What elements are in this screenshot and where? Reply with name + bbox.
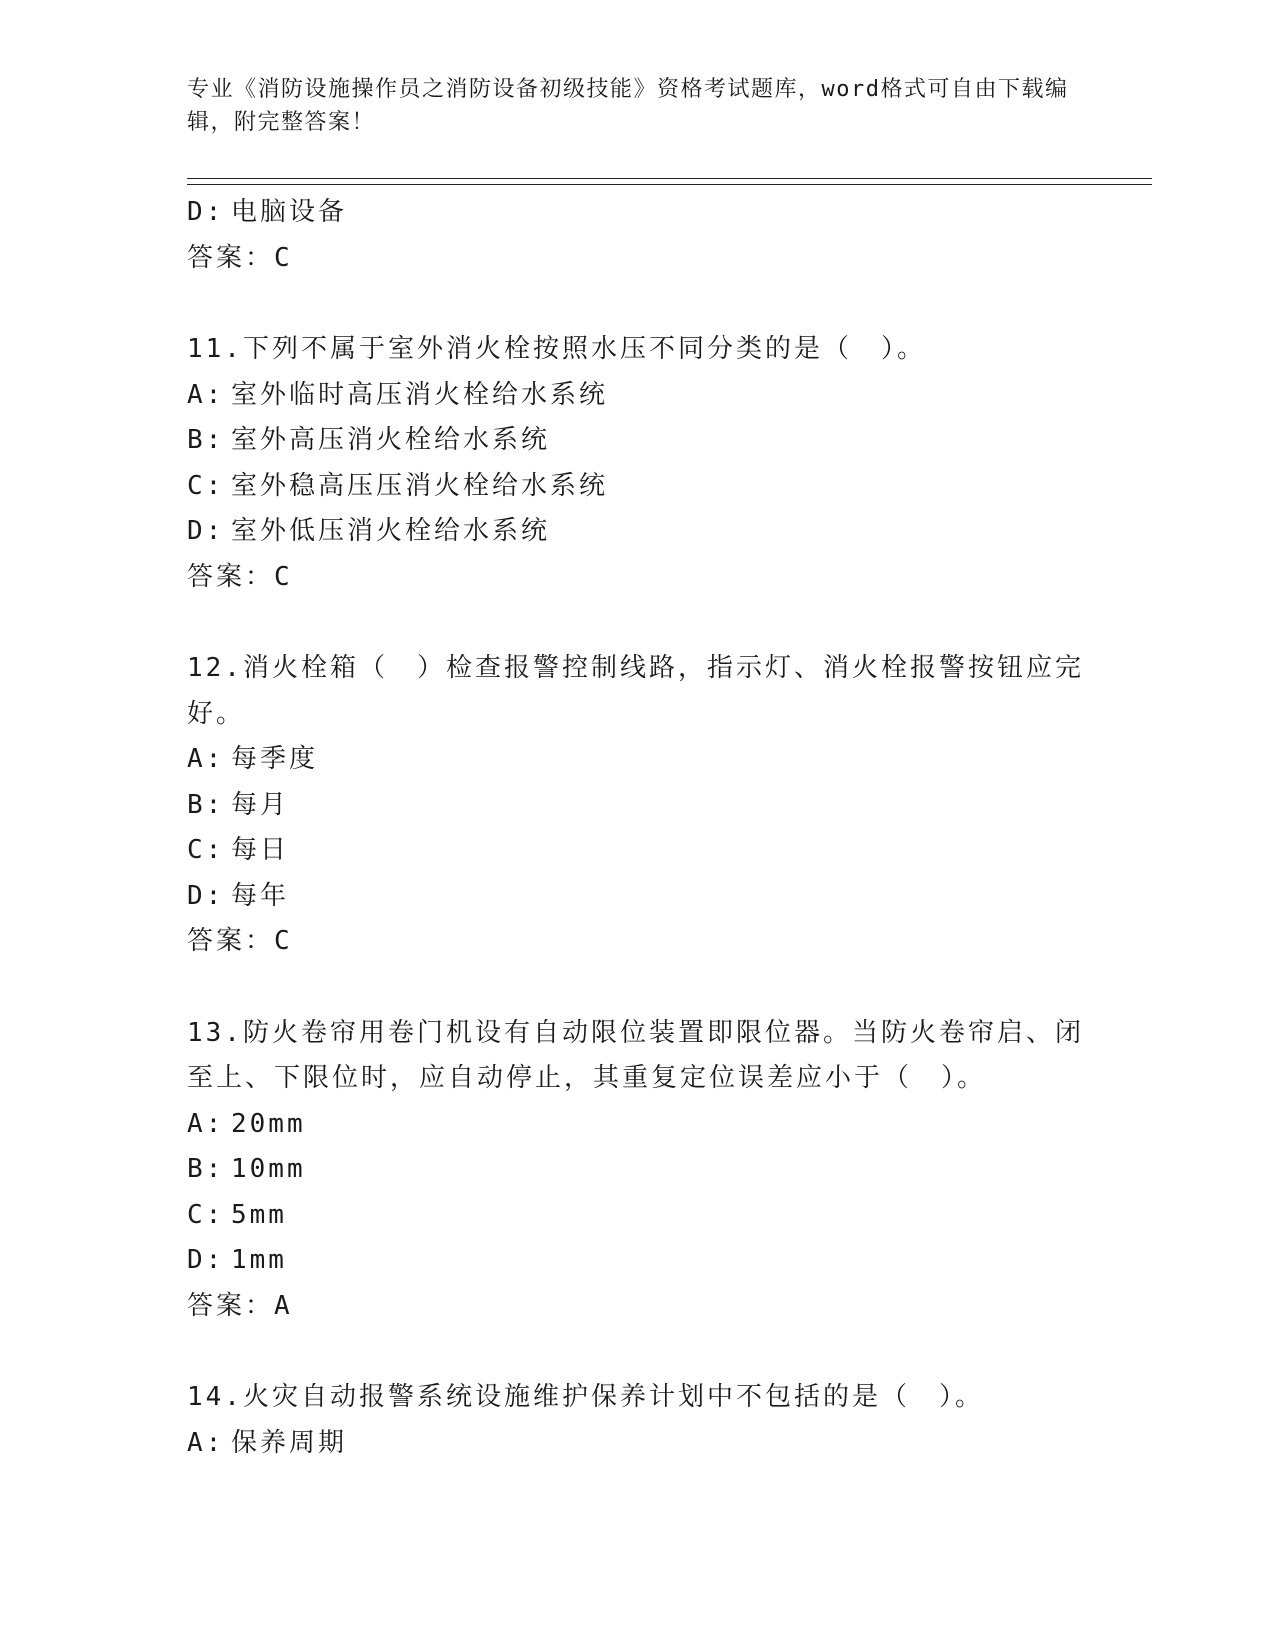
option-text: 每季度 [231,744,319,774]
question-11 [187,327,1087,600]
option-label: A: [187,1108,225,1139]
option-a [187,373,1087,419]
option-b [187,418,1087,464]
option-text: 每日 [231,835,290,865]
option-text: 5mm [231,1199,287,1230]
option-label: D: [187,197,225,227]
question-13 [187,1011,1087,1330]
option-label: A: [187,744,225,774]
option-b [187,1147,1087,1193]
header-rule-bottom [187,184,1152,185]
question-stem: 11.下列不属于室外消火栓按照水压不同分类的是（ ）。 [187,334,926,364]
option-text: 每年 [231,880,290,911]
question-stem: 14.火灾自动报警系统设施维护保养计划中不包括的是（ ）。 [187,1382,984,1412]
option-label: C: [187,835,225,865]
option-a [187,1421,1087,1467]
option-text: 室外临时高压消火栓给水系统 [231,379,609,410]
question-list [187,190,1087,1466]
header-rule-top [187,178,1152,179]
option-label: A: [187,379,225,410]
option-label: D: [187,1245,225,1275]
answer: 答案：C [187,242,293,273]
option-label: C: [187,470,225,501]
option-text: 保养周期 [231,1427,348,1458]
question-12 [187,646,1087,965]
answer: 答案：C [187,926,293,956]
option-label: B: [187,425,225,455]
option-label: A: [187,1427,225,1458]
option-text: 室外稳高压压消火栓给水系统 [231,470,609,501]
option-text: 电脑设备 [231,197,348,227]
option-d [187,190,1087,236]
option-text: 每月 [231,789,290,820]
option-text: 1mm [231,1245,287,1275]
option-text: 10mm [231,1154,306,1184]
option-c [187,828,1087,874]
option-a [187,1102,1087,1148]
option-text: 20mm [231,1108,306,1139]
option-text: 室外高压消火栓给水系统 [231,425,551,455]
answer: 答案：A [187,1290,293,1321]
option-label: C: [187,1199,225,1230]
option-d [187,1238,1087,1284]
option-d [187,509,1087,555]
option-a [187,737,1087,783]
option-c [187,464,1087,510]
question-stem: 12.消火栓箱（ ）检查报警控制线路，指示灯、消火栓报警按钮应完好。 [187,653,1084,729]
question-stem: 13.防火卷帘用卷门机设有自动限位装置即限位器。当防火卷帘启、闭至上、下限位时，应自动停止，其重复定位误差应小于（ ）。 [187,1017,1084,1093]
option-b [187,783,1087,829]
previous-question-tail [187,190,1087,281]
option-label: B: [187,1154,225,1184]
option-text: 室外低压消火栓给水系统 [231,516,551,546]
option-label: D: [187,516,225,546]
option-label: D: [187,880,225,911]
answer: 答案：C [187,561,293,592]
document-header: 专业《消防设施操作员之消防设备初级技能》资格考试题库，word格式可自由下载编辑，附完整答案！ [187,77,1069,135]
option-label: B: [187,789,225,820]
option-d [187,874,1087,920]
question-14 [187,1375,1087,1466]
option-c [187,1193,1087,1239]
